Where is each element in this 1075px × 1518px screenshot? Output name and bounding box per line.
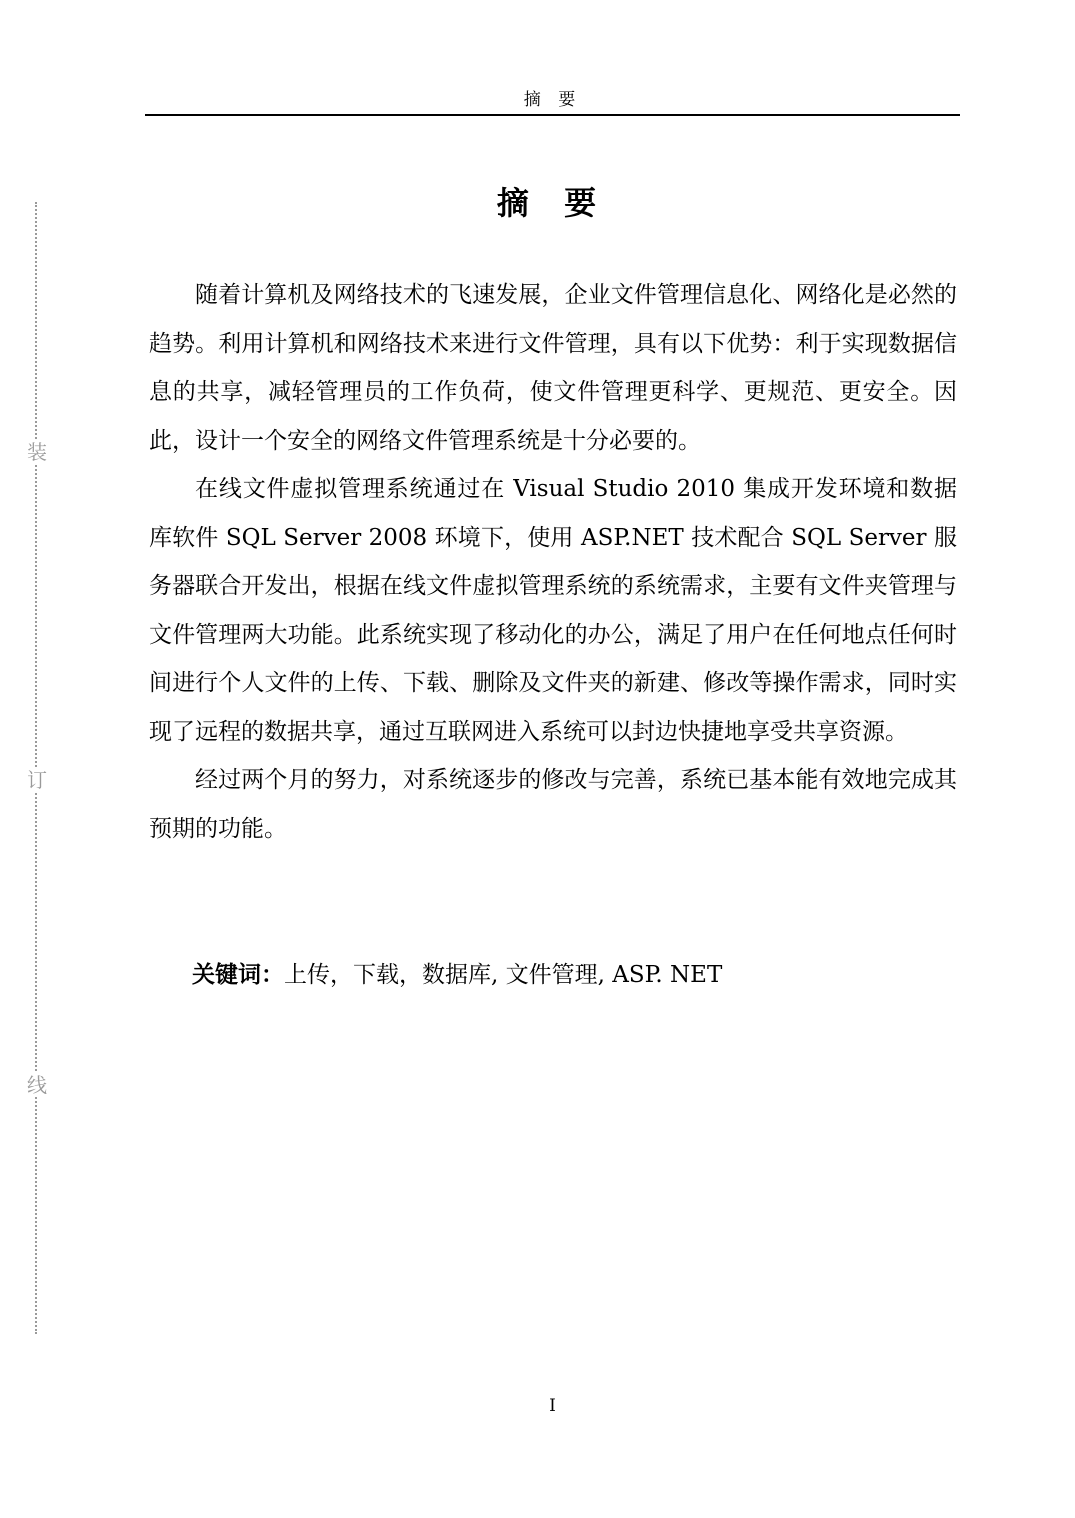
header-rule [145,114,960,116]
abstract-paragraph-1: 随着计算机及网络技术的飞速发展，企业文件管理信息化、网络化是必然的趋势。利用计算机和网络技术来进行文件管理，具有以下优势：利于实现数据信息的共享，减轻管理员的工作负荷，使文件管理更科学、更规范、更安全。因此，设计一个安全的网络文件管理系统是十分必要的。 [149,282,957,454]
keywords-line [192,955,957,995]
binding-mark-ding: 订 [27,768,47,792]
keywords-label: 关键词： [192,962,284,988]
binding-mark-xian: 线 [27,1073,47,1097]
keywords-text: 上传，下载，数据库, 文件管理, ASP. NET [284,962,723,988]
abstract-paragraph-2: 在线文件虚拟管理系统通过在 Visual Studio 2010 集成开发环境和数据库软件 SQL Server 2008 环境下，使用 ASP.NET 技术配合 SQL Server 服务器联合开发出，根据在线文件虚拟管理系统的系统需求，主要有文件夹管理与文件管理两大功能。此系统实现了移动化的办公，满足了用户在任何地点任何时间进行个人文件的上传、下载、删除及文件夹的新建、修改等操作需求，同时实现了远程的数据共享，通过互联网进入系统可以封边快捷地享受共享资源。 [149,476,957,745]
abstract-body [149,271,957,853]
abstract-title: 摘 要 [496,184,609,222]
abstract-paragraph-3: 经过两个月的努力，对系统逐步的修改与完善，系统已基本能有效地完成其预期的功能。 [149,767,957,842]
page-number: I [549,1396,556,1416]
binding-mark-zhuang: 装 [27,440,47,464]
running-header: 摘 要 [523,90,582,110]
